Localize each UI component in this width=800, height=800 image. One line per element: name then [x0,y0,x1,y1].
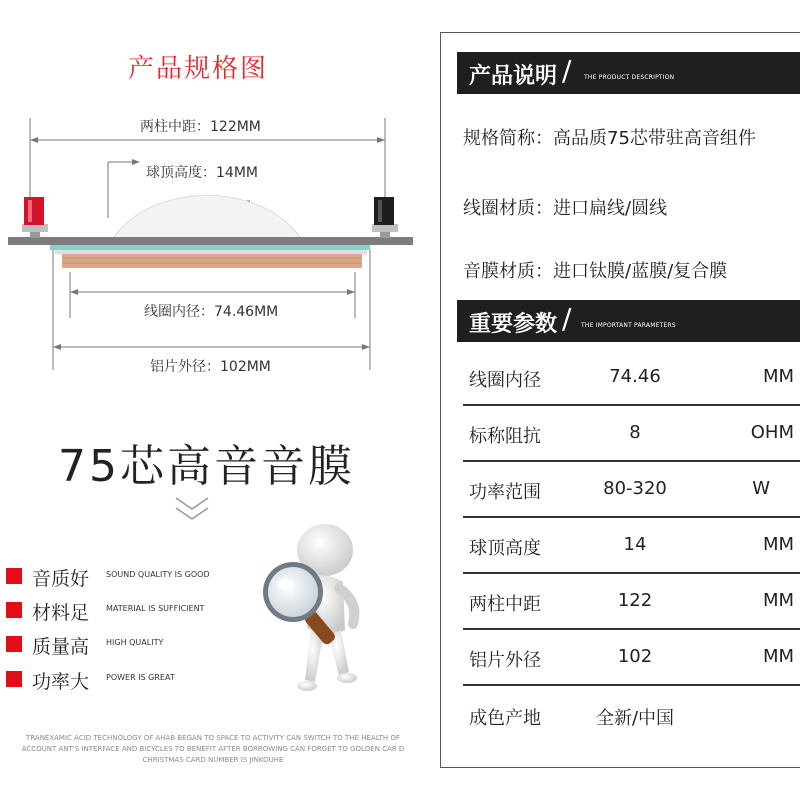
param-value: 74.46 [609,366,661,387]
magnifier-figure-illustration [255,520,375,700]
param-key: 成色产地 [469,708,541,729]
param-unit: W [752,478,770,499]
diagram-title: 产品规格图 [128,54,269,84]
feature-cn: 音质好 [32,568,90,590]
param-key: 功率范围 [469,482,541,503]
film-layer [50,245,370,250]
red-terminal [22,197,48,238]
fine-print: TRANEXAMIC ACID TECHNOLOGY OF AHAB BEGAN TO SPACE TO ACTIVITY CAN SWITCH TO THE HEALTH OF ACCOUNT ANT'S INTERFACE AND BICYCLES TO BENEFIT AFTER BORROWING CAN FORGET TO GOLDEN CAR D CHRISTMAS CARD NUMBER IS JINKOUHE [21,734,405,764]
slash-glyph: / [562,302,572,335]
description-subtitle: THE PRODUCT DESCRIPTION [584,74,675,81]
feature-en: SOUND QUALITY IS GOOD [106,570,210,579]
param-row [463,518,800,574]
param-row [463,630,800,686]
param-unit: MM [762,590,794,611]
param-key: 铝片外径 [469,650,541,671]
param-unit: MM [762,534,794,555]
param-value: 8 [629,422,641,443]
param-value: 14 [623,534,647,555]
param-row [463,462,800,518]
square-bullet-icon [6,636,22,652]
param-value: 全新/中国 [595,708,675,729]
speaker-diagram [0,0,430,390]
slash-glyph: / [562,54,572,87]
param-row [463,688,800,744]
coil-diameter-label: 线圈内径：74.46MM [140,301,282,321]
description-line: 规格简称：高品质75芯带驻高音组件 [463,128,756,149]
param-row [463,574,800,630]
param-row [463,406,800,462]
param-value: 122 [617,590,653,611]
square-bullet-icon [6,602,22,618]
black-terminal [372,197,398,238]
param-value: 80-320 [603,478,667,499]
param-key: 线圈内径 [469,370,541,391]
param-value: 102 [617,646,653,667]
feature-en: MATERIAL IS SUFFICIENT [106,604,205,613]
parameters-title: 重要参数 [469,312,558,337]
param-key: 球顶高度 [469,538,541,559]
chevron-down-icon [172,495,212,525]
param-row [463,350,800,406]
dome [112,195,302,240]
param-unit: MM [762,366,794,387]
base-plate [8,237,413,245]
feature-en: HIGH QUALITY [106,638,164,647]
description-title: 产品说明 [469,64,558,89]
parameters-subtitle: THE IMPORTANT PARAMETERS [581,322,676,329]
feature-cn: 材料足 [32,602,90,624]
plate-diameter-label: 铝片外径：102MM [150,359,271,375]
headline: 75芯高音音膜 [58,441,355,492]
param-unit: MM [762,646,794,667]
square-bullet-icon [6,671,22,687]
coil [62,254,362,268]
feature-en: POWER IS GREAT [106,673,175,682]
square-bullet-icon [6,568,22,584]
feature-cn: 功率大 [32,671,90,693]
description-header [457,52,800,94]
pillar-distance-label: 两柱中距：122MM [136,116,265,136]
param-unit: OHM [750,422,794,443]
dome-height-label: 球顶高度：14MM [146,165,258,181]
parameters-header [457,300,800,342]
feature-cn: 质量高 [32,636,90,658]
description-line: 音膜材质：进口钛膜/蓝膜/复合膜 [463,261,728,282]
param-key: 标称阻抗 [469,426,541,447]
param-key: 两柱中距 [469,594,541,615]
description-line: 线圈材质：进口扁线/圆线 [463,198,668,219]
